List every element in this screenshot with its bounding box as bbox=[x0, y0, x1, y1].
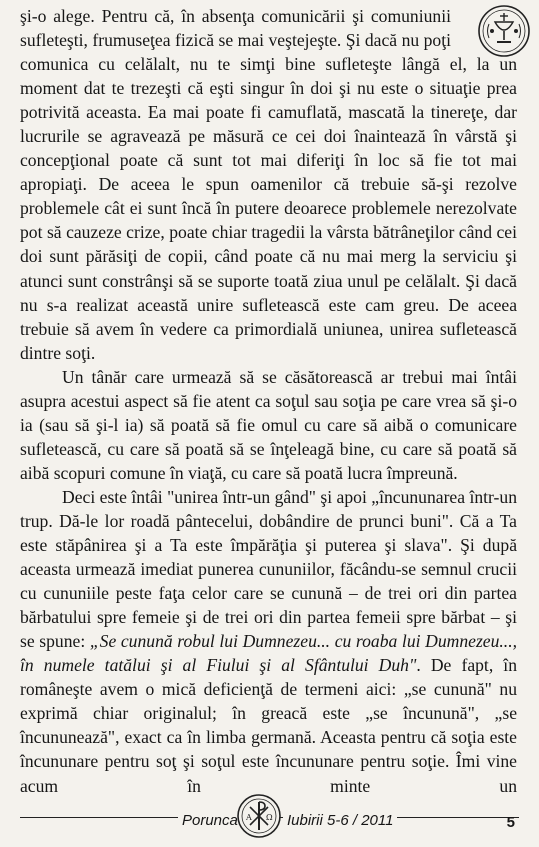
footer-journal-name-left: Porunca bbox=[178, 812, 242, 829]
page-number: 5 bbox=[506, 814, 515, 831]
chi-rho-alpha-omega-emblem-icon bbox=[236, 790, 282, 842]
paragraph-3-text-a: Deci este întâi "unirea într-un gând" şi apoi „încununarea într-un trup. Dă-le lor roadă pântecelui, dobândire de prunci buni". Că a Ta este stăpânirea şi a Ta este împărăţia şi puterea şi slava". Şi după aceasta urmează imediat punerea cununiilor, făcându-se semnul crucii cu cununiile peste faţa celor care se cunună – de trei ori din partea bărbatului spre femeie şi de trei ori din partea femeii spre bărbat – şi se spune: bbox=[20, 486, 517, 652]
footer-journal-name-right: Iubirii 5-6 / 2011 bbox=[283, 812, 397, 829]
page-footer bbox=[10, 790, 529, 840]
paragraph-3 bbox=[20, 485, 517, 798]
paragraph-1: şi-o alege. Pentru că, în absenţa comunicării şi comuniunii sufleteşti, frumuseţea fizică se mai veştejeşte. Şi dacă nu poţi comunica cu celălalt, nu te simţi bine sufleteşte lângă el, la un moment dat te trezeşti că eşti singur în doi şi nu este o situaţie prea potrivită aceasta. Ea mai poate fi camuflată, mascată la tinereţe, dar lucrurile se agravează pe măsură ce cei doi înaintează în vârstă şi concepţional poate că sunt tot mai diferiţi în loc să fie tot mai apropiaţi. De aceea le spun oamenilor că trebuie să-şi rezolve problemele cât ei sunt încă în putere deoarece problemele nerezolvate pot să cauzeze crize, poate chiar tragedii la vârsta bătrâneţilor când cei doi sunt părăsiţi de copii, când poate că nu mai merg la serviciu şi atunci sunt constrânşi să se suporte toată ziua unul pe celălalt. Şi dacă nu s-a realizat această unire sufletească este cam greu. De aceea trebuie să avem în vedere ca primordială uniunea, unirea sufletească dintre soţi. bbox=[20, 6, 517, 363]
page-body-text bbox=[20, 4, 517, 798]
svg-text:Ω: Ω bbox=[266, 813, 273, 822]
paragraph-3-quote-italic: „Se cunună robul lui Dumnezeu... cu roaba lui Dumnezeu..., în numele tatălui şi al Fiului şi al Sfântului Duh" bbox=[20, 631, 517, 676]
paragraph-2: Un tânăr care urmează să se căsătorească ar trebui mai întâi asupra acestui aspect să fie atent ca soţul sau soţia pe care vrea să şi-o ia (sau să şi-l ia) să poată să fie omul cu care să aibă o comunicare sufletească, cu care să poată să se înţeleagă bine, cu care să poată să aibă scopuri comune în viaţă, cu care să poată lucra împreună. bbox=[20, 366, 517, 483]
svg-text:A: A bbox=[246, 813, 252, 822]
paragraph-3-text-b: . De fapt, în româneşte avem o mică deficienţă de termeni aici: „se cunună" nu exprimă chiar originalul; în greacă este „se încunună", „se încununează", exact ca în limba germană. Aceasta pentru că soţia este încununare pentru soţ şi soţul este încununare pentru soţie. Îmi vine acum în minte un bbox=[20, 655, 517, 796]
